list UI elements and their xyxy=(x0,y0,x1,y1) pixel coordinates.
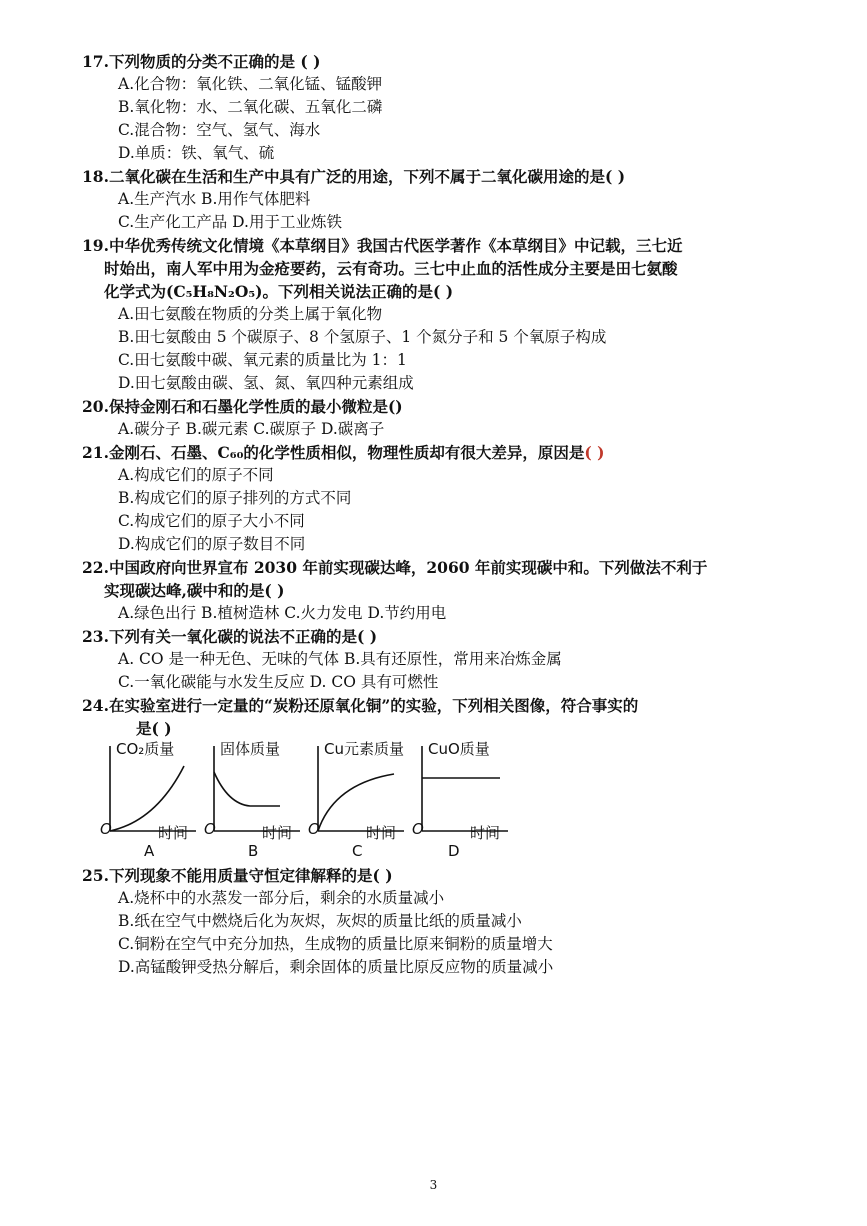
option: B.纸在空气中燃烧后化为灰烬，灰烬的质量比纸的质量减小 xyxy=(118,912,522,930)
question-continuation: 是( ) xyxy=(136,719,172,738)
option: D.单质：铁、氧气、硫 xyxy=(118,144,275,162)
option: A.构成它们的原子不同 xyxy=(118,466,274,484)
graph-a-letter: A xyxy=(144,842,155,860)
option: C.铜粉在空气中充分加热，生成物的质量比原来铜粉的质量增大 xyxy=(118,935,553,953)
option: D.高锰酸钾受热分解后，剩余固体的质量比原反应物的质量减小 xyxy=(118,958,554,976)
graph-c-ylabel: Cu元素质量 xyxy=(324,740,404,758)
option: B.氧化物：水、二氧化碳、五氧化二磷 xyxy=(118,98,383,116)
question-20: 20.保持金刚石和石墨化学性质的最小微粒是() xyxy=(82,397,403,416)
page-number: 3 xyxy=(429,1178,438,1192)
graph-d-ylabel: CuO质量 xyxy=(428,740,490,758)
option: C.生产化工产品 D.用于工业炼铁 xyxy=(118,213,342,231)
question-continuation: 时始出，南人军中用为金疮要药，云有奇功。三七中止血的活性成分主要是田七氨酸 xyxy=(104,259,678,278)
graph-b-xlabel: 时间 xyxy=(262,824,293,842)
question-19: 19.中华优秀传统文化情境《本草纲目》我国古代医学著作《本草纲目》中记载，三七近 xyxy=(82,236,683,255)
answer-bracket: ( ) xyxy=(584,443,605,462)
option: C.构成它们的原子大小不同 xyxy=(118,512,305,530)
graph-c-letter: C xyxy=(352,842,363,860)
option: A.碳分子 B.碳元素 C.碳原子 D.碳离子 xyxy=(118,420,385,438)
option: A.化合物：氧化铁、二氧化锰、锰酸钾 xyxy=(118,75,383,93)
option: A. CO 是一种无色、无味的气体 B.具有还原性，常用来冶炼金属 xyxy=(118,650,562,668)
graph-b-origin: O xyxy=(204,820,216,838)
option: A.烧杯中的水蒸发一部分后，剩余的水质量减小 xyxy=(118,889,445,907)
option: B.田七氨酸由 5 个碳原子、8 个氢原子、1 个氮分子和 5 个氧原子构成 xyxy=(118,328,607,346)
question-22: 22.中国政府向世界宣布 2030 年前实现碳达峰，2060 年前实现碳中和。下列做法不利于 xyxy=(82,558,708,577)
question-25: 25.下列现象不能用质量守恒定律解释的是( ) xyxy=(82,866,393,885)
graph-d-origin: O xyxy=(412,820,424,838)
graph-b-letter: B xyxy=(248,842,259,860)
option: A.绿色出行 B.植树造林 C.火力发电 D.节约用电 xyxy=(118,604,447,622)
graph-a-xlabel: 时间 xyxy=(158,824,189,842)
graph-a-ylabel: CO₂质量 xyxy=(116,740,175,758)
graph-a-origin: O xyxy=(100,820,112,838)
question-continuation: 化学式为(C₅H₈N₂O₅)。下列相关说法正确的是( ) xyxy=(104,282,454,301)
question-continuation: 实现碳达峰,碳中和的是( ) xyxy=(104,581,285,600)
option: C.田七氨酸中碳、氧元素的质量比为 1：1 xyxy=(118,351,407,369)
question-23: 23.下列有关一氧化碳的说法不正确的是( ) xyxy=(82,627,378,646)
option: D.田七氨酸由碳、氢、氮、氧四种元素组成 xyxy=(118,374,414,392)
option: A.田七氨酸在物质的分类上属于氧化物 xyxy=(118,305,383,323)
graph-options xyxy=(96,736,516,864)
curve xyxy=(214,772,280,806)
graph-d-letter: D xyxy=(448,842,460,860)
graph-b-ylabel: 固体质量 xyxy=(220,740,281,758)
option: B.构成它们的原子排列的方式不同 xyxy=(118,489,352,507)
graph-c-origin: O xyxy=(308,820,320,838)
option: C.一氧化碳能与水发生反应 D. CO 具有可燃性 xyxy=(118,673,439,691)
question-18: 18.二氧化碳在生活和生产中具有广泛的用途，下列不属于二氧化碳用途的是( ) xyxy=(82,167,626,186)
option: C.混合物：空气、氢气、海水 xyxy=(118,121,321,139)
option: A.生产汽水 B.用作气体肥料 xyxy=(118,190,311,208)
option: D.构成它们的原子数目不同 xyxy=(118,535,306,553)
graph-c-xlabel: 时间 xyxy=(366,824,397,842)
question-21: 21.金刚石、石墨、C₆₀的化学性质相似，物理性质却有很大差异，原因是( ) xyxy=(82,443,605,462)
question-17: 17.下列物质的分类不正确的是 ( ) xyxy=(82,52,321,71)
question-24: 24.在实验室进行一定量的“炭粉还原氧化铜”的实验，下列相关图像，符合事实的 xyxy=(82,696,639,715)
graph-d-xlabel: 时间 xyxy=(470,824,501,842)
